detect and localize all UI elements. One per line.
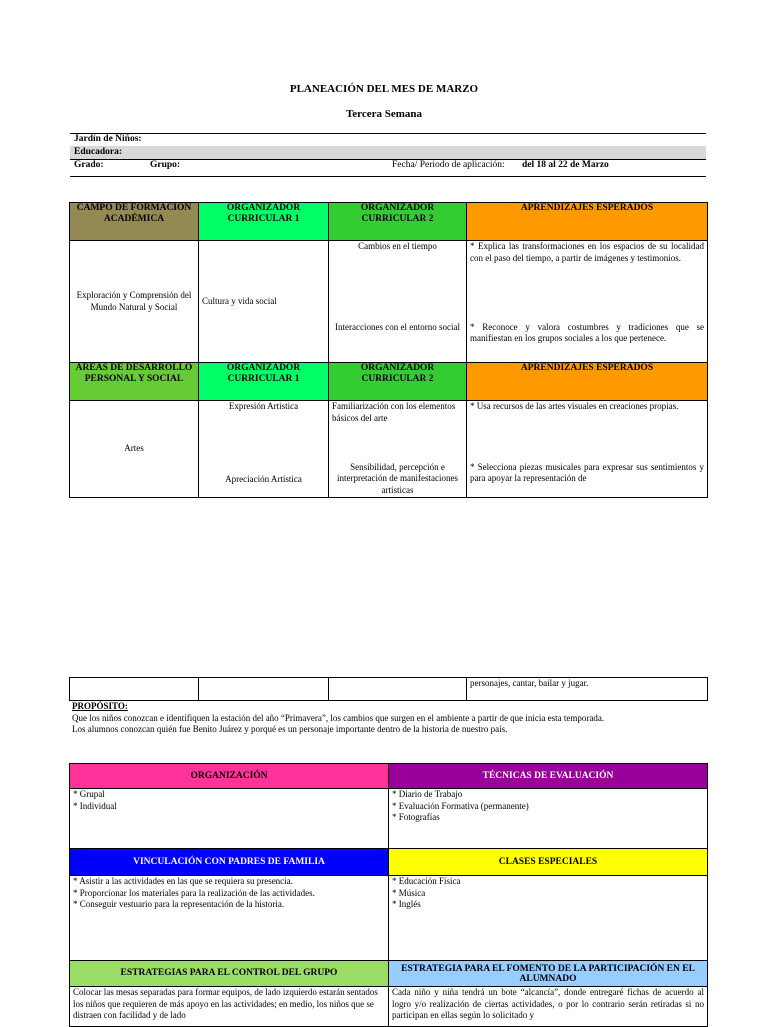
campo-cell: Exploración y Comprensión del Mundo Natural y Social <box>70 241 199 363</box>
list-item: * Diario de Trabajo <box>392 789 463 799</box>
organizacion-list <box>70 789 389 849</box>
area-cell: Artes <box>70 401 199 498</box>
empty-cell <box>70 678 199 701</box>
list-item: * Evaluación Formativa (permanente) <box>392 800 529 811</box>
grado-row <box>70 159 706 172</box>
list-item: * Música <box>392 887 426 898</box>
tecnicas-header: TÉCNICAS DE EVALUACIÓN <box>389 764 708 789</box>
vinculacion-header: VINCULACIÓN CON PADRES DE FAMILIA <box>70 849 389 876</box>
proposito-text-2: Los alumnos conozcan quién fue Benito Juárez y porqué es un personaje importante dentro de la historia de nuestro país. <box>72 724 508 734</box>
aprendizaje-cell-b: * Reconoce y valora costumbres y tradiciones que se manifiestan en los grupos sociales a los que pertenece. <box>467 322 708 363</box>
aprendizaje-cell-b-2: * Selecciona piezas musicales para expresar sus sentimientos y para apoyar la representación de <box>467 462 708 498</box>
fomento-text: Cada niño y niña tendrá un bote “alcancía”, donde entregaré fichas de acuerdo al logro y/o realización de ciertas actividades, o por lo contrario serán retiradas si no participan en ellas según lo solicitado y <box>389 987 708 1027</box>
control-grupo-text: Colocar las mesas separadas para formar equipos, de lado izquierdo estarán sentados los niños que requieren de más apoyo en las actividades; en medio, los niños que se distraen con facilidad y de lado <box>70 987 389 1027</box>
org1-cell: Cultura y vida social <box>199 241 329 363</box>
aprendizaje-cell-a: * Explica las transformaciones en los espacios de su localidad con el paso del tiempo, a partir de imágenes y testimonios. <box>467 241 708 322</box>
aprendizajes-header-2: APRENDIZAJES ESPERADOS <box>467 363 708 401</box>
jardin-label: Jardín de Niños: <box>74 134 142 144</box>
clases-list <box>389 876 708 961</box>
aprendizaje-continuation: personajes, cantar, bailar y jugar. <box>467 678 708 701</box>
educadora-row <box>70 146 706 159</box>
proposito-label: PROPÓSITO: <box>72 701 128 711</box>
list-item: * Conseguir vestuario para la representación de la historia. <box>73 899 285 909</box>
divider <box>70 176 706 177</box>
list-item: * Asistir a las actividades en las que se requiera su presencia. <box>73 876 293 886</box>
org2-cell-a: Cambios en el tiempo <box>329 241 467 322</box>
campo-header: CAMPO DE FORMACIÓN ACADÉMICA <box>70 203 199 241</box>
proposito-section <box>69 701 707 763</box>
fecha-label: Fecha/ Periodo de aplicación: <box>392 160 505 170</box>
fecha-value: del 18 al 22 de Marzo <box>522 160 609 170</box>
list-item: * Inglés <box>392 899 421 909</box>
grado-label: Grado: <box>74 160 104 170</box>
planning-table <box>69 202 708 498</box>
aprendizajes-header: APRENDIZAJES ESPERADOS <box>467 203 708 241</box>
org1-cell-a-2: Expresión Artística <box>199 401 329 462</box>
continuation-table <box>69 677 708 701</box>
clases-header: CLASES ESPECIALES <box>389 849 708 876</box>
jardin-row <box>70 133 706 146</box>
list-item: * Educación Física <box>392 876 461 886</box>
list-item: * Proporcionar los materiales para la realización de las actividades. <box>73 887 315 898</box>
org2-cell-b: Interacciones con el entorno social <box>329 322 467 363</box>
tecnicas-list <box>389 789 708 849</box>
control-grupo-header: ESTRATEGIAS PARA EL CONTROL DEL GRUPO <box>70 961 389 987</box>
list-item: * Fotografías <box>392 812 440 822</box>
org1-cell-b-2: Apreciación Artística <box>199 462 329 498</box>
proposito-text-1: Que los niños conozcan e identifiquen la estación del año “Primavera”, los cambios que surgen en el ambiente a partir de que inicia esta temporada. <box>72 712 605 723</box>
org2-header: ORGANIZADOR CURRICULAR 2 <box>329 203 467 241</box>
page-subtitle: Tercera Semana <box>345 108 423 120</box>
empty-cell <box>199 678 329 701</box>
empty-cell <box>329 678 467 701</box>
organizacion-header: ORGANIZACIÓN <box>70 764 389 789</box>
org1-header: ORGANIZADOR CURRICULAR 1 <box>199 203 329 241</box>
areas-header: ÁREAS DE DESARROLLO PERSONAL Y SOCIAL <box>70 363 199 401</box>
fomento-header: ESTRATEGIA PARA EL FOMENTO DE LA PARTICIPACIÓN EN EL ALUMNADO <box>389 961 708 987</box>
org1-header-2: ORGANIZADOR CURRICULAR 1 <box>199 363 329 401</box>
list-item: * Individual <box>73 800 117 811</box>
org2-cell-b-2: Sensibilidad, percepción e interpretación de manifestaciones artísticas <box>329 462 467 498</box>
evaluation-table <box>69 763 708 1027</box>
org2-cell-a-2: Familiarización con los elementos básicos del arte <box>329 401 467 462</box>
educadora-label: Educadora: <box>74 147 123 157</box>
vinculacion-list <box>70 876 389 961</box>
page-title: PLANEACIÓN DEL MES DE MARZO <box>289 83 479 95</box>
list-item: * Grupal <box>73 789 105 799</box>
grupo-label: Grupo: <box>150 160 181 170</box>
org2-header-2: ORGANIZADOR CURRICULAR 2 <box>329 363 467 401</box>
aprendizaje-cell-a-2: * Usa recursos de las artes visuales en creaciones propias. <box>467 401 708 462</box>
